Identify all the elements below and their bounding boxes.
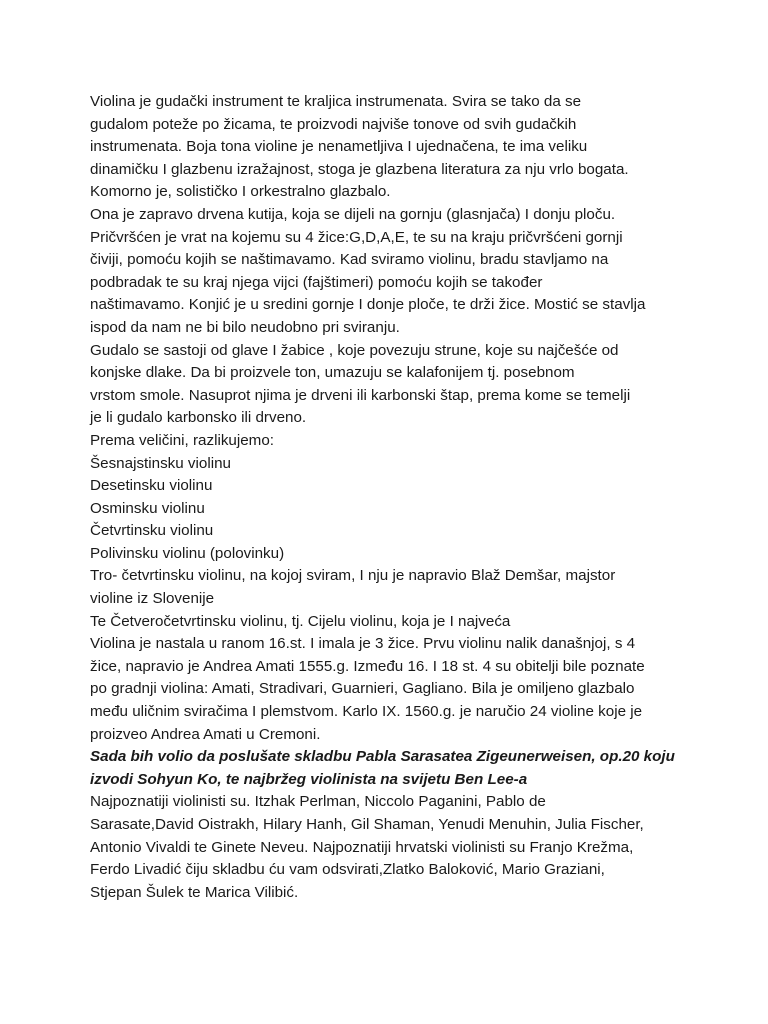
emphasized-text-line: izvodi Sohyun Ko, te najbržeg violinista na svijetu Ben Lee-a	[90, 770, 528, 788]
text-line: Tro- četvrtinsku violinu, na kojoj sviram, I nju je napravio Blaž Demšar, majstor	[90, 567, 616, 585]
text-line: proizveo Andrea Amati u Cremoni.	[90, 725, 321, 743]
text-line: naštimavamo. Konjić je u sredini gornje I donje ploče, te drži žice. Mostić se stavlja	[90, 296, 646, 314]
text-line: među uličnim sviračima I plemstvom. Karlo IX. 1560.g. je naručio 24 violine koje je	[90, 703, 643, 721]
text-line: Najpoznatiji violinisti su. Itzhak Perlman, Niccolo Paganini, Pablo de	[90, 793, 546, 811]
emphasized-text-line: Sada bih volio da poslušate skladbu Pabla Sarasatea Zigeunerweisen, op.20 koju	[90, 748, 675, 766]
text-line: Antonio Vivaldi te Ginete Neveu. Najpoznatiji hrvatski violinisti su Franjo Krežma,	[90, 838, 634, 856]
text-line: Sarasate,David Oistrakh, Hilary Hanh, Gil Shaman, Yenudi Menuhin, Julia Fischer,	[90, 816, 644, 833]
text-line: Polivinsku violinu (polovinku)	[90, 544, 285, 562]
text-line: Gudalo se sastoji od glave I žabice , koje povezuju strune, koje su najčešće od	[90, 341, 619, 359]
text-line: Te Četveročetvrtinsku violinu, tj. Cijelu violinu, koja je I najveća	[90, 612, 511, 630]
document-page	[90, 91, 690, 904]
text-line: violine iz Slovenije	[90, 590, 215, 608]
text-line: Ferdo Livadić čiju skladbu ću vam odsvirati,Zlatko Baloković, Mario Graziani,	[90, 861, 605, 879]
text-line: Šesnajstinsku violinu	[90, 454, 231, 472]
text-line: dinamičku I glazbenu izražajnost, stoga je glazbena literatura za nju vrlo bogata.	[90, 160, 629, 178]
text-line: po gradnji violina: Amati, Stradivari, Guarnieri, Gagliano. Bila je omiljeno glazbalo	[90, 680, 635, 698]
text-line: podbradak te su kraj njega vijci (fajštimeri) pomoću kojih se također	[90, 273, 543, 291]
text-line: gudalom poteže po žicama, te proizvodi najviše tonove od svih gudačkih	[90, 115, 577, 133]
text-line: Ona je zapravo drvena kutija, koja se dijeli na gornju (glasnjača) I donju ploču.	[90, 205, 616, 223]
text-line: instrumenata. Boja tona violine je nenametljiva I ujednačena, te ima veliku	[90, 138, 588, 156]
text-line: Pričvršćen je vrat na kojemu su 4 žice:G,D,A,E, te su na kraju pričvršćeni gornji	[90, 228, 623, 246]
text-line: konjske dlake. Da bi proizvele ton, umazuju se kalafonijem tj. posebnom	[90, 364, 575, 382]
text-line: Violina je nastala u ranom 16.st. I imala je 3 žice. Prvu violinu nalik današnjoj, s 4	[90, 635, 636, 653]
text-line: Stjepan Šulek te Marica Vilibić.	[90, 883, 299, 901]
text-line: Desetinsku violinu	[90, 477, 213, 495]
text-line: Četvrtinsku violinu	[90, 522, 214, 540]
text-line: vrstom smole. Nasuprot njima je drveni ili karbonski štap, prema kome se temelji	[90, 386, 631, 404]
text-line: je li gudalo karbonsko ili drveno.	[90, 409, 307, 427]
text-line: čiviji, pomoću kojih se naštimavamo. Kad sviramo violinu, bradu stavljamo na	[90, 251, 609, 269]
text-line: Osminsku violinu	[90, 499, 205, 517]
text-line: Komorno je, solističko I orkestralno glazbalo.	[90, 183, 391, 201]
text-line: žice, napravio je Andrea Amati 1555.g. Između 16. I 18 st. 4 su obitelji bile poznate	[90, 657, 645, 675]
text-line: Violina je gudački instrument te kraljica instrumenata. Svira se tako da se	[90, 93, 582, 110]
text-line: ispod da nam ne bi bilo neudobno pri sviranju.	[90, 318, 400, 336]
text-line: Prema veličini, razlikujemo:	[90, 431, 274, 449]
